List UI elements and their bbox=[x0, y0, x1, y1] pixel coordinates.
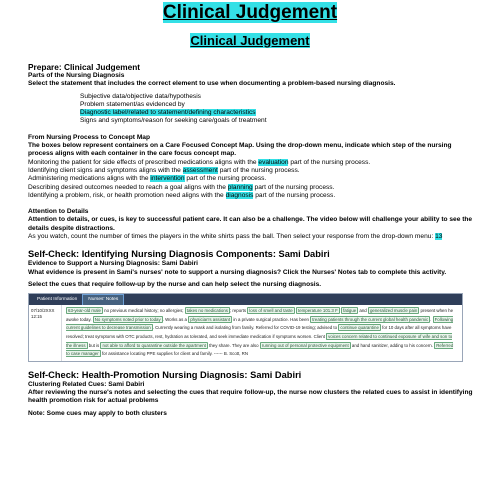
selfcheck2-heading: Self-Check: Health-Promotion Nursing Diagnosis: Sami Dabiri bbox=[28, 369, 302, 380]
concept-dropdown-3[interactable]: intervention bbox=[150, 175, 185, 183]
pass-count-dropdown[interactable]: 13 bbox=[435, 233, 443, 241]
selectable-cue[interactable]: physician's assistant bbox=[190, 316, 231, 322]
note-text bbox=[62, 305, 462, 361]
selfcheck2-note: Note: Some cues may apply to both clusters bbox=[28, 409, 167, 417]
selectable-cue[interactable]: Referred to case manager bbox=[66, 342, 454, 357]
note-text-segment: . Currently wearing a mask and isolating from family. Referred for COVID-19 testing; advised to bbox=[152, 325, 339, 331]
concept-row-1: Monitoring the patient for side effects of prescribed medications aligns with the evaluation part of the nursing process. bbox=[28, 158, 371, 166]
selectable-cue[interactable]: voices concern related to continued exposure of wife and son to the illness bbox=[66, 334, 453, 348]
selectable-cue[interactable]: continue quarantine bbox=[340, 325, 379, 331]
selectable-cue[interactable]: takes no medications bbox=[186, 308, 228, 314]
selectable-cue[interactable]: No symptoms noted prior to today bbox=[94, 316, 161, 322]
document-content bbox=[28, 62, 474, 418]
concept-dropdown-4[interactable]: planning bbox=[227, 183, 253, 191]
selectable-cue[interactable]: 63-year-old male bbox=[68, 308, 101, 314]
concept-map-instruction: The boxes below represent containers on a Care Focused Concept Map. Using the drop-down menu, indicate which step of the nursing process aligns with each container in the care focus concept map. bbox=[28, 142, 452, 158]
selectable-cue[interactable]: temperature 101.3 F bbox=[297, 308, 338, 314]
tab-nurses-notes[interactable]: Nurses' Notes bbox=[82, 294, 124, 305]
selectable-cue[interactable]: not able to afford to quarantine outside the apartment bbox=[102, 342, 206, 348]
selectable-cue[interactable]: treating patients through the current global health pandemic bbox=[312, 316, 429, 322]
option-1[interactable]: Subjective data/objective data/hypothesis bbox=[80, 92, 201, 100]
selectable-cue[interactable]: running out of personal protective equipment bbox=[261, 342, 349, 348]
selfcheck2-subheading: Clustering Related Cues: Sami Dabiri bbox=[28, 380, 145, 388]
page-subtitle: Clinical Judgement bbox=[190, 33, 310, 48]
selfcheck1-instruction: Select the cues that require follow-up by the nurse and can help select the nursing diagnosis. bbox=[28, 280, 322, 288]
note-date: 07/10/2XXX bbox=[31, 308, 55, 314]
selectable-cue[interactable]: fatigue bbox=[343, 308, 357, 314]
concept-row-3: Administering medications aligns with the intervention part of the nursing process. bbox=[28, 175, 267, 183]
attention-intro: Attention to details, or cues, is key to successful patient care. It can also be a challenge. The video below will challenge your ability to see the details despite distractions. bbox=[28, 216, 473, 232]
concept-dropdown-5[interactable]: diagnosis bbox=[225, 191, 254, 199]
note-text-segment: they share. They are also bbox=[207, 342, 260, 348]
nurses-note bbox=[29, 305, 462, 361]
ehr-panel bbox=[28, 293, 463, 362]
selectable-cue[interactable]: Following current guidelines to decrease transmission bbox=[66, 316, 454, 331]
note-datetime bbox=[29, 305, 62, 361]
diagnosis-options bbox=[28, 93, 474, 126]
attention-heading: Attention to Details bbox=[28, 208, 89, 216]
option-3-selected-label: Diagnostic label/related to statement/defining characteristics bbox=[80, 109, 256, 117]
note-text-segment: and hand sanitizer, adding to his concern. bbox=[350, 342, 435, 348]
selectable-cue[interactable]: generalized muscle pain bbox=[369, 308, 418, 314]
page-title: Clinical Judgement bbox=[162, 2, 338, 23]
note-text-segment: but is bbox=[87, 342, 101, 348]
note-text-segment: for assistance locating PPE supplies for client and family. ------ B. Scott, RN bbox=[100, 351, 249, 357]
note-text-segment: ; reports bbox=[229, 308, 248, 314]
selectable-cue[interactable]: loss of smell and taste bbox=[249, 308, 293, 314]
ehr-tab-bar bbox=[29, 294, 462, 305]
concept-row-5: Identifying a problem, risk, or health promotion need aligns with the diagnosis part of the nursing process. bbox=[28, 191, 336, 199]
note-text-segment: no previous medical history; no allergies; bbox=[102, 308, 185, 314]
concept-row-2: Identifying client signs and symptoms aligns with the assessment part of the nursing process. bbox=[28, 166, 300, 174]
selfcheck1-question: What evidence is present in Sami's nurses' note to support a nursing diagnosis? Click the Nurses' Notes tab to complete this activity. bbox=[28, 268, 447, 276]
note-text-segment: . bbox=[430, 316, 433, 322]
note-text-segment: . Works as a bbox=[162, 316, 189, 322]
selfcheck2-text: After reviewing the nurse's notes and selecting the cues that require follow-up, the nurse now clusters the related cues to assist in identifying health promotion risk for actual problems bbox=[28, 389, 473, 405]
prepare-heading: Prepare: Clinical Judgement bbox=[28, 62, 141, 72]
note-text-segment: in a private surgical practice. Has been bbox=[232, 316, 311, 322]
note-text-segment: for 10 days after all symptoms have resolved; treat symptoms with OTC products, rest, hydration as tolerated, and seek immediate medication if symptoms worsen. Client bbox=[66, 325, 452, 340]
note-text-segment: and bbox=[358, 308, 368, 314]
prepare-instruction: Select the statement that includes the correct element to use when documenting a problem-based nursing diagnosis. bbox=[28, 80, 396, 88]
prepare-subheading: Parts of the Nursing Diagnosis bbox=[28, 72, 125, 79]
concept-dropdown-2[interactable]: assessment bbox=[182, 166, 218, 174]
attention-question: As you watch, count the number of times the players in the white shirts pass the ball. Then select your response from the drop-down menu: 13 bbox=[28, 233, 443, 241]
tab-patient-information[interactable]: Patient Information bbox=[37, 297, 78, 303]
option-3[interactable] bbox=[80, 109, 474, 117]
option-4[interactable]: Signs and symptoms/reason for seeking care/goals of treatment bbox=[80, 117, 267, 125]
selfcheck1-subheading: Evidence to Support a Nursing Diagnosis: Sami Dabiri bbox=[28, 260, 199, 268]
option-2[interactable]: Problem statement/as evidenced by bbox=[80, 100, 185, 108]
note-time: 12:15 bbox=[31, 313, 42, 319]
concept-map-heading: From Nursing Process to Concept Map bbox=[28, 133, 151, 141]
selfcheck1-heading: Self-Check: Identifying Nursing Diagnosis Components: Sami Dabiri bbox=[28, 249, 330, 260]
note-text-segment: present when he awoke today. bbox=[66, 308, 454, 322]
concept-dropdown-1[interactable]: evaluation bbox=[258, 158, 289, 166]
concept-row-4: Describing desired outcomes needed to reach a goal aligns with the planning part of the nursing process. bbox=[28, 183, 335, 191]
